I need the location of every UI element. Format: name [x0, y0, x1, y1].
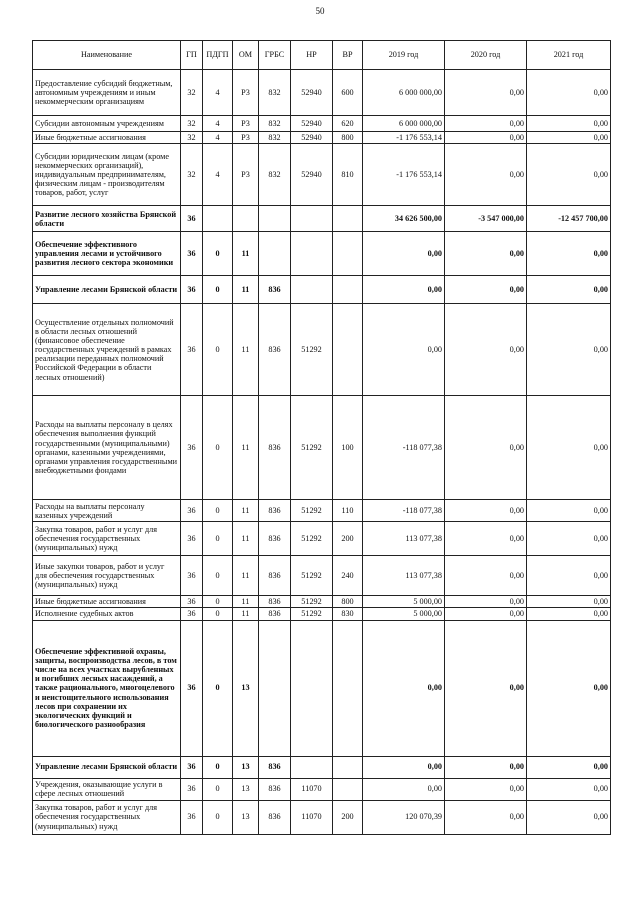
cell-pdgp: 4: [203, 132, 233, 144]
table-row: [33, 556, 611, 596]
cell-name: Учреждения, оказывающие услуги в сфере лесных отношений: [33, 778, 181, 800]
cell-om: 13: [233, 778, 259, 800]
table-row: [33, 276, 611, 304]
cell-y2020: 0,00: [445, 304, 527, 396]
cell-om: 11: [233, 556, 259, 596]
cell-nr: 11070: [291, 778, 333, 800]
cell-name: Субсидии юридическим лицам (кроме некоммерческих организаций), индивидуальным предпринимателям, физическим лицам - производителям товаров, работ, услуг: [33, 144, 181, 206]
cell-name: Субсидии автономным учреждениям: [33, 116, 181, 132]
cell-vr: 200: [333, 800, 363, 834]
cell-om: Р3: [233, 144, 259, 206]
cell-pdgp: 4: [203, 70, 233, 116]
cell-pdgp: 0: [203, 800, 233, 834]
cell-grbs: [259, 620, 291, 756]
cell-y2021: 0,00: [527, 596, 611, 608]
cell-vr: 240: [333, 556, 363, 596]
cell-om: Р3: [233, 116, 259, 132]
cell-y2021: 0,00: [527, 396, 611, 500]
cell-vr: [333, 620, 363, 756]
cell-y2019: -1 176 553,14: [363, 144, 445, 206]
cell-y2020: 0,00: [445, 756, 527, 778]
cell-y2021: 0,00: [527, 304, 611, 396]
cell-om: 11: [233, 522, 259, 556]
cell-y2019: 0,00: [363, 304, 445, 396]
cell-y2020: 0,00: [445, 608, 527, 620]
cell-grbs: 836: [259, 778, 291, 800]
cell-name: Управление лесами Брянской области: [33, 756, 181, 778]
cell-om: Р3: [233, 132, 259, 144]
cell-y2020: 0,00: [445, 70, 527, 116]
cell-grbs: 836: [259, 556, 291, 596]
cell-vr: [333, 778, 363, 800]
cell-om: 11: [233, 396, 259, 500]
cell-nr: 52940: [291, 144, 333, 206]
cell-y2019: 113 077,38: [363, 556, 445, 596]
cell-grbs: [259, 206, 291, 232]
cell-y2021: 0,00: [527, 608, 611, 620]
cell-y2021: 0,00: [527, 500, 611, 522]
cell-y2021: 0,00: [527, 70, 611, 116]
table-row: [33, 778, 611, 800]
cell-grbs: [259, 232, 291, 276]
cell-vr: 100: [333, 396, 363, 500]
cell-grbs: 836: [259, 396, 291, 500]
cell-name: Предоставление субсидий бюджетным, автономным учреждениям и иным некоммерческим организациям: [33, 70, 181, 116]
cell-y2021: 0,00: [527, 144, 611, 206]
cell-om: 11: [233, 232, 259, 276]
cell-grbs: 836: [259, 800, 291, 834]
column-header-y2019: 2019 год: [363, 41, 445, 70]
cell-y2019: 113 077,38: [363, 522, 445, 556]
cell-vr: 600: [333, 70, 363, 116]
cell-om: 11: [233, 276, 259, 304]
cell-nr: 51292: [291, 396, 333, 500]
cell-nr: 11070: [291, 800, 333, 834]
cell-name: Исполнение судебных актов: [33, 608, 181, 620]
cell-y2021: 0,00: [527, 778, 611, 800]
cell-gp: 36: [181, 620, 203, 756]
cell-vr: [333, 304, 363, 396]
cell-y2021: 0,00: [527, 276, 611, 304]
cell-nr: 52940: [291, 132, 333, 144]
cell-gp: 32: [181, 70, 203, 116]
cell-vr: [333, 232, 363, 276]
table-row: [33, 800, 611, 834]
cell-name: Обеспечение эффективной охраны, защиты, воспроизводства лесов, в том числе на всех участках вырубленных и погибших лесных насаждений, а также рационального, многоцелевого и неистощительного использования лесов при сохранении их экологических функций и биологического разнообразия: [33, 620, 181, 756]
cell-y2019: 0,00: [363, 756, 445, 778]
cell-pdgp: 0: [203, 500, 233, 522]
column-header-name: Наименование: [33, 41, 181, 70]
cell-pdgp: 0: [203, 232, 233, 276]
cell-pdgp: 0: [203, 556, 233, 596]
table-row: [33, 132, 611, 144]
cell-om: 13: [233, 800, 259, 834]
cell-grbs: 832: [259, 116, 291, 132]
table-row: [33, 396, 611, 500]
cell-nr: [291, 232, 333, 276]
cell-vr: 830: [333, 608, 363, 620]
cell-nr: 52940: [291, 70, 333, 116]
cell-grbs: 836: [259, 276, 291, 304]
cell-y2020: -3 547 000,00: [445, 206, 527, 232]
cell-nr: [291, 756, 333, 778]
cell-y2021: 0,00: [527, 522, 611, 556]
cell-vr: 620: [333, 116, 363, 132]
cell-grbs: 836: [259, 500, 291, 522]
cell-y2020: 0,00: [445, 144, 527, 206]
cell-om: 11: [233, 596, 259, 608]
cell-y2020: 0,00: [445, 396, 527, 500]
cell-vr: [333, 206, 363, 232]
cell-om: 11: [233, 500, 259, 522]
cell-nr: 51292: [291, 522, 333, 556]
cell-grbs: 832: [259, 70, 291, 116]
cell-y2019: 5 000,00: [363, 608, 445, 620]
cell-y2019: 6 000 000,00: [363, 116, 445, 132]
cell-om: 11: [233, 304, 259, 396]
cell-name: Управление лесами Брянской области: [33, 276, 181, 304]
cell-pdgp: 0: [203, 608, 233, 620]
cell-vr: 800: [333, 596, 363, 608]
cell-nr: 52940: [291, 116, 333, 132]
cell-vr: 200: [333, 522, 363, 556]
cell-nr: [291, 206, 333, 232]
cell-gp: 36: [181, 522, 203, 556]
cell-gp: 36: [181, 206, 203, 232]
cell-nr: [291, 276, 333, 304]
cell-pdgp: [203, 206, 233, 232]
table-body: [33, 70, 611, 835]
cell-nr: 51292: [291, 304, 333, 396]
cell-y2021: 0,00: [527, 116, 611, 132]
cell-name: Расходы на выплаты персоналу в целях обеспечения выполнения функций государственными (муниципальными) органами, казенными учреждениями, органами управления государственными внебюджетными фондами: [33, 396, 181, 500]
cell-vr: [333, 276, 363, 304]
column-header-om: ОМ: [233, 41, 259, 70]
cell-name: Обеспечение эффективного управления лесами и устойчивого развития лесного сектора экономики: [33, 232, 181, 276]
cell-vr: 110: [333, 500, 363, 522]
cell-gp: 32: [181, 144, 203, 206]
cell-name: Развитие лесного хозяйства Брянской области: [33, 206, 181, 232]
table-row: [33, 70, 611, 116]
column-header-y2020: 2020 год: [445, 41, 527, 70]
cell-name: Иные бюджетные ассигнования: [33, 132, 181, 144]
cell-y2019: 0,00: [363, 620, 445, 756]
column-header-grbs: ГРБС: [259, 41, 291, 70]
cell-y2020: 0,00: [445, 500, 527, 522]
cell-y2020: 0,00: [445, 232, 527, 276]
cell-gp: 36: [181, 800, 203, 834]
cell-om: 13: [233, 620, 259, 756]
cell-name: Иные бюджетные ассигнования: [33, 596, 181, 608]
cell-y2021: -12 457 700,00: [527, 206, 611, 232]
table-row: [33, 620, 611, 756]
cell-y2019: 0,00: [363, 276, 445, 304]
table-row: [33, 608, 611, 620]
cell-nr: 51292: [291, 596, 333, 608]
cell-grbs: 836: [259, 522, 291, 556]
cell-y2021: 0,00: [527, 232, 611, 276]
table-row: [33, 232, 611, 276]
cell-gp: 36: [181, 396, 203, 500]
cell-gp: 36: [181, 304, 203, 396]
cell-grbs: 836: [259, 756, 291, 778]
cell-vr: 800: [333, 132, 363, 144]
cell-name: Расходы на выплаты персоналу казенных учреждений: [33, 500, 181, 522]
cell-grbs: 832: [259, 144, 291, 206]
table-row: [33, 522, 611, 556]
cell-pdgp: 0: [203, 596, 233, 608]
cell-y2021: 0,00: [527, 800, 611, 834]
cell-pdgp: 0: [203, 396, 233, 500]
cell-om: 13: [233, 756, 259, 778]
cell-om: 11: [233, 608, 259, 620]
cell-gp: 36: [181, 556, 203, 596]
cell-y2020: 0,00: [445, 556, 527, 596]
cell-y2021: 0,00: [527, 132, 611, 144]
cell-pdgp: 0: [203, 276, 233, 304]
cell-pdgp: 4: [203, 116, 233, 132]
cell-pdgp: 0: [203, 304, 233, 396]
cell-name: Иные закупки товаров, работ и услуг для обеспечения государственных (муниципальных) нужд: [33, 556, 181, 596]
cell-nr: 51292: [291, 500, 333, 522]
cell-gp: 36: [181, 756, 203, 778]
cell-vr: 810: [333, 144, 363, 206]
cell-name: Закупка товаров, работ и услуг для обеспечения государственных (муниципальных) нужд: [33, 800, 181, 834]
cell-y2020: 0,00: [445, 522, 527, 556]
cell-y2020: 0,00: [445, 116, 527, 132]
cell-y2020: 0,00: [445, 778, 527, 800]
cell-gp: 36: [181, 500, 203, 522]
cell-y2019: -118 077,38: [363, 500, 445, 522]
cell-gp: 36: [181, 778, 203, 800]
table-row: [33, 756, 611, 778]
table-row: [33, 116, 611, 132]
cell-y2019: 5 000,00: [363, 596, 445, 608]
cell-pdgp: 0: [203, 778, 233, 800]
cell-grbs: 832: [259, 132, 291, 144]
column-header-pdgp: ПДГП: [203, 41, 233, 70]
cell-y2019: 0,00: [363, 232, 445, 276]
cell-y2020: 0,00: [445, 800, 527, 834]
column-header-vr: ВР: [333, 41, 363, 70]
cell-y2019: 0,00: [363, 778, 445, 800]
page-number: 50: [315, 6, 325, 16]
cell-nr: 51292: [291, 608, 333, 620]
cell-gp: 36: [181, 608, 203, 620]
column-header-gp: ГП: [181, 41, 203, 70]
cell-y2020: 0,00: [445, 276, 527, 304]
cell-gp: 36: [181, 276, 203, 304]
cell-y2021: 0,00: [527, 556, 611, 596]
cell-gp: 32: [181, 132, 203, 144]
cell-y2021: 0,00: [527, 756, 611, 778]
cell-y2019: 6 000 000,00: [363, 70, 445, 116]
cell-nr: 51292: [291, 556, 333, 596]
cell-y2020: 0,00: [445, 596, 527, 608]
cell-grbs: 836: [259, 608, 291, 620]
cell-y2020: 0,00: [445, 620, 527, 756]
table-row: [33, 206, 611, 232]
cell-y2021: 0,00: [527, 620, 611, 756]
header-row: [33, 41, 611, 70]
cell-y2019: -118 077,38: [363, 396, 445, 500]
cell-y2019: 34 626 500,00: [363, 206, 445, 232]
cell-gp: 36: [181, 232, 203, 276]
table-row: [33, 596, 611, 608]
cell-name: Закупка товаров, работ и услуг для обеспечения государственных (муниципальных) нужд: [33, 522, 181, 556]
table-row: [33, 500, 611, 522]
cell-gp: 32: [181, 116, 203, 132]
cell-vr: [333, 756, 363, 778]
cell-gp: 36: [181, 596, 203, 608]
column-header-nr: НР: [291, 41, 333, 70]
cell-pdgp: 0: [203, 620, 233, 756]
cell-name: Осуществление отдельных полномочий в области лесных отношений (финансовое обеспечение государственных учреждений в рамках реализации переданных полномочий Российской Федерации в области лесных отношений): [33, 304, 181, 396]
cell-pdgp: 4: [203, 144, 233, 206]
cell-grbs: 836: [259, 596, 291, 608]
cell-om: Р3: [233, 70, 259, 116]
cell-y2020: 0,00: [445, 132, 527, 144]
cell-y2019: -1 176 553,14: [363, 132, 445, 144]
budget-table: [32, 40, 611, 835]
cell-om: [233, 206, 259, 232]
table-row: [33, 304, 611, 396]
table-row: [33, 144, 611, 206]
cell-pdgp: 0: [203, 756, 233, 778]
column-header-y2021: 2021 год: [527, 41, 611, 70]
cell-nr: [291, 620, 333, 756]
cell-grbs: 836: [259, 304, 291, 396]
cell-pdgp: 0: [203, 522, 233, 556]
cell-y2019: 120 070,39: [363, 800, 445, 834]
